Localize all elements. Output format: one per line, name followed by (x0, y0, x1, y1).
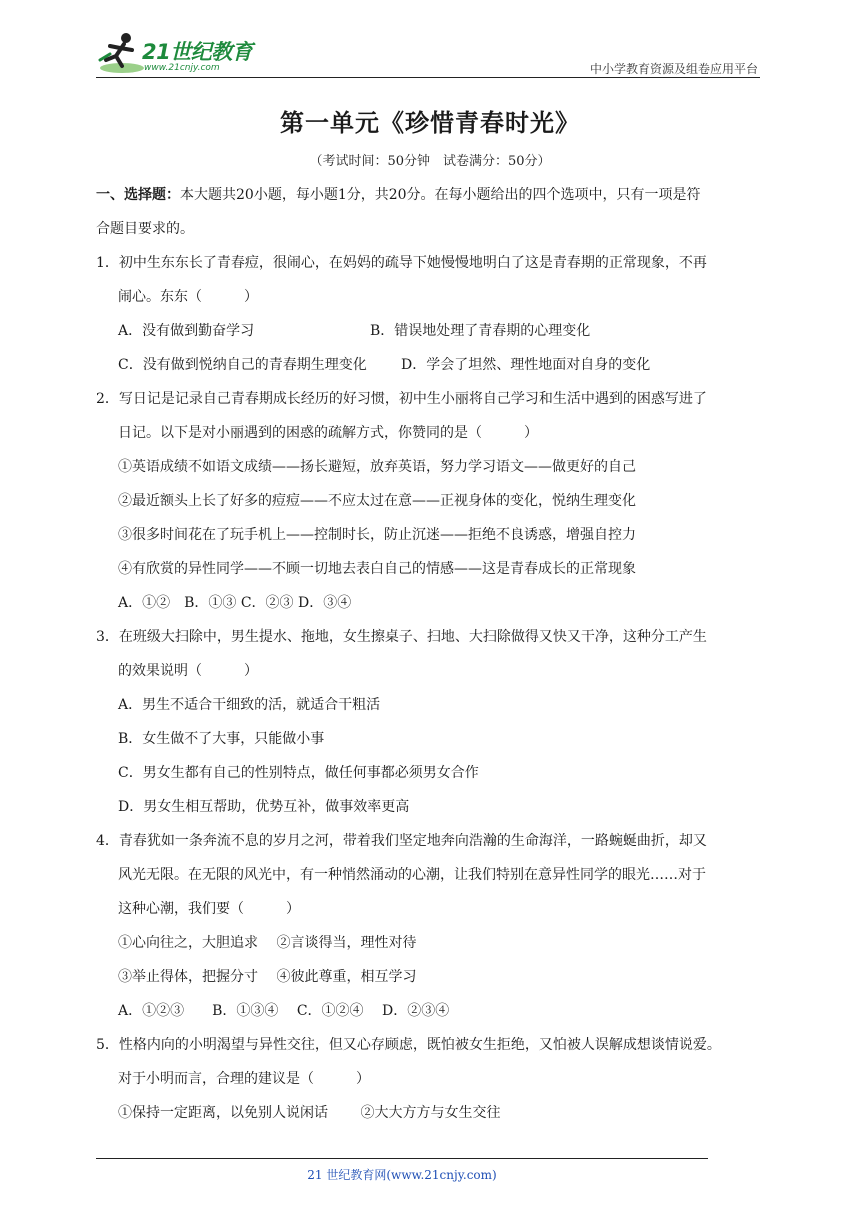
exam-info: （考试时间：50分钟 试卷满分：50分） (309, 154, 551, 169)
question-1-option-b: B．错误地处理了青春期的心理变化 (370, 323, 591, 339)
logo (96, 30, 266, 76)
logo-text: 21世纪教育 (142, 40, 253, 64)
question-1-option-a: A．没有做到勤奋学习 (118, 323, 255, 339)
page-header (96, 30, 760, 78)
section-label: 一、选择题： (96, 187, 180, 203)
question-3-stem-cont: 的效果说明（ ） (118, 663, 258, 679)
question-1-option-d: D．学会了坦然、理性地面对自身的变化 (401, 357, 651, 373)
question-1-stem: 1．初中生东东长了青春痘，很闹心，在妈妈的疏导下她慢慢地明白了这是青春期的正常现象，不再 (96, 255, 707, 271)
question-3-stem: 3．在班级大扫除中，男生提水、拖地，女生擦桌子、扫地、大扫除做得又快又干净，这种分工产生 (96, 629, 707, 645)
question-4-options: A．①②③ B．①③④ C．①②④ D．②③④ (118, 1003, 450, 1019)
question-5-statements-1-2: ①保持一定距离，以免别人说闲话 ②大大方方与女生交往 (118, 1105, 501, 1121)
question-4-statements-3-4: ③举止得体，把握分寸 ④彼此尊重，相互学习 (118, 969, 417, 985)
question-1-option-c: C．没有做到悦纳自己的青春期生理变化 (118, 357, 367, 373)
question-2-statement-4: ④有欣赏的异性同学——不顾一切地去表白自己的情感——这是青春成长的正常现象 (118, 561, 636, 577)
platform-name: 中小学教育资源及组卷应用平台 (589, 62, 758, 76)
question-1-stem-cont: 闹心。东东（ ） (118, 289, 258, 305)
runner-logo-icon (96, 30, 144, 76)
question-5-stem-cont: 对于小明而言，合理的建议是（ ） (118, 1071, 370, 1087)
section-intro-text: 本大题共20小题，每小题1分，共20分。在每小题给出的四个选项中，只有一项是符 (180, 187, 701, 203)
section-intro-cont: 合题目要求的。 (96, 221, 194, 237)
question-3-option-c: C．男女生都有自己的性别特点，做任何事都必须男女合作 (118, 765, 479, 781)
question-4-stem-cont-1: 风光无限。在无限的风光中，有一种悄然涌动的心潮，让我们特别在意异性同学的眼光……对于 (118, 867, 706, 883)
question-4-stem-cont-2: 这种心潮，我们要（ ） (118, 901, 300, 917)
question-3-option-a: A．男生不适合干细致的活，就适合干粗活 (118, 697, 381, 713)
footer-divider (96, 1158, 708, 1159)
page-title: 第一单元《珍惜青春时光》 (280, 108, 580, 137)
section-intro (96, 184, 701, 204)
question-2-statement-2: ②最近额头上长了好多的痘痘——不应太过在意——正视身体的变化，悦纳生理变化 (118, 493, 636, 509)
question-2-statement-3: ③很多时间花在了玩手机上——控制时长，防止沉迷——拒绝不良诱惑，增强自控力 (118, 527, 636, 543)
question-2-stem-cont: 日记。以下是对小丽遇到的困惑的疏解方式，你赞同的是（ ） (118, 425, 538, 441)
question-4-statements-1-2: ①心向往之，大胆追求 ②言谈得当，理性对待 (118, 935, 417, 951)
question-2-options: A．①② B．①③ C．②③ D．③④ (118, 595, 352, 611)
question-3-option-b: B．女生做不了大事，只能做小事 (118, 731, 325, 747)
question-2-stem: 2．写日记是记录自己青春期成长经历的好习惯，初中生小丽将自己学习和生活中遇到的困惑写进了 (96, 391, 707, 407)
header-divider (96, 77, 760, 78)
footer-link[interactable]: 21 世纪教育网(www.21cnjy.com) (307, 1168, 497, 1182)
logo-url: www.21cnjy.com (144, 63, 220, 73)
question-5-stem: 5．性格内向的小明渴望与异性交往，但又心存顾虑，既怕被女生拒绝，又怕被人误解成想谈情说爱。 (96, 1037, 721, 1053)
question-4-stem: 4．青春犹如一条奔流不息的岁月之河，带着我们坚定地奔向浩瀚的生命海洋，一路蜿蜒曲折，却又 (96, 833, 707, 849)
question-2-statement-1: ①英语成绩不如语文成绩——扬长避短，放弃英语，努力学习语文——做更好的自己 (118, 459, 636, 475)
question-3-option-d: D．男女生相互帮助，优势互补，做事效率更高 (118, 799, 410, 815)
